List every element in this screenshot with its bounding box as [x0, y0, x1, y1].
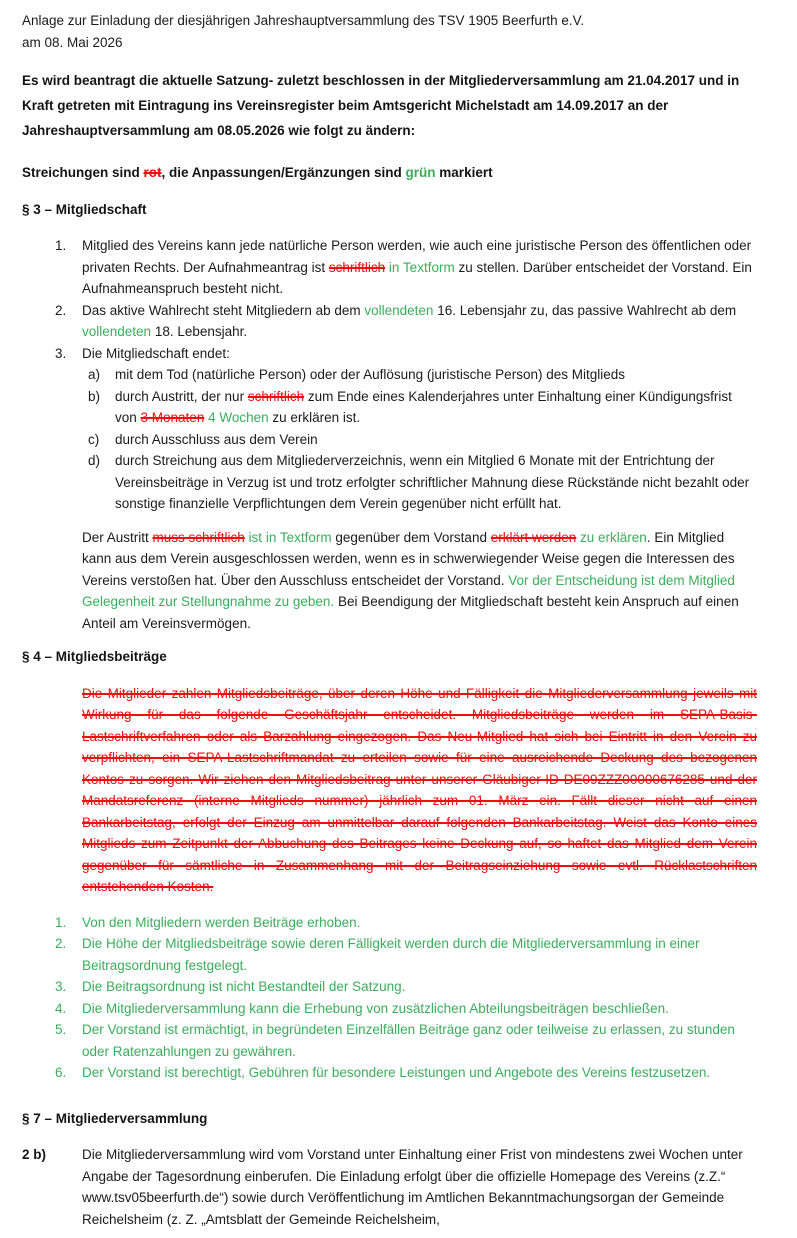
text-run: Der Vorstand ist ermächtigt, in begründeten Einzelfällen Beiträge ganz oder teilweise zu erlassen, zu stunden oder Ratenzahlungen zu gewähren. [82, 1022, 735, 1059]
deleted-text: muss schriftlich [152, 529, 245, 545]
list-item-text [82, 912, 757, 934]
list-item [22, 1062, 757, 1084]
list-item [22, 235, 757, 300]
list-item [22, 300, 757, 343]
text-run: durch Ausschluss aus dem Verein [115, 431, 318, 447]
text-run: Die Mitgliedschaft endet: [82, 345, 230, 361]
list-marker: a) [88, 367, 101, 382]
list-item [22, 998, 757, 1020]
paragraph [82, 527, 757, 635]
list-item [22, 933, 757, 976]
list-item [22, 343, 757, 365]
document-title [22, 10, 757, 54]
list-item-text [82, 1019, 757, 1062]
list-marker: 6. [55, 1065, 67, 1080]
list-item [22, 912, 757, 934]
deleted-text: erklärt werden [490, 529, 577, 545]
inserted-text: vollendeten [82, 324, 152, 339]
list-item [22, 1019, 757, 1062]
list-item-text [82, 343, 757, 365]
text-run: Die Höhe der Mitgliedsbeiträge sowie deren Fälligkeit werden durch die Mitgliederversammlung in einer Beitragsordnung festgelegt. [82, 936, 700, 973]
text-run: markiert [435, 165, 493, 180]
list-item-text [115, 429, 757, 451]
clause-text [82, 1144, 757, 1230]
title-line: am 08. Mai 2026 [22, 35, 123, 50]
text-run: Streichungen sind [22, 165, 144, 180]
inserted-text: vollendeten [364, 302, 434, 318]
deleted-text: schriftlich [247, 388, 305, 404]
inserted-text: 4 Wochen [208, 410, 269, 425]
text-run: zu erklären ist. [268, 410, 361, 425]
list-marker: 2. [55, 936, 67, 951]
text-run: . Ein Mitglied kann aus dem Verein ausgeschlossen werden, wenn es in schwerwiegender Weise gegen die Interessen des Vereins verstoßen hat. Über den Ausschluss entscheidet der Vorstand. [82, 529, 735, 588]
inserted-text: zu erklären [580, 529, 647, 545]
deleted-text: schriftlich [328, 259, 386, 275]
list-marker: 1. [55, 914, 67, 930]
list-item [22, 450, 757, 515]
text-run: Bei Beendigung der Mitgliedschaft besteht kein Anspruch auf einen Anteil am Vereinsvermögen. [82, 594, 739, 631]
list-item [22, 386, 757, 429]
text-run: gegenüber dem Vorstand [331, 529, 491, 545]
clause-label: 2 b) [22, 1147, 47, 1162]
list-marker: 4. [55, 1000, 67, 1016]
text-run: zu stellen. Darüber entscheidet der Vorstand. Ein Aufnahmeanspruch besteht nicht. [82, 259, 752, 296]
text-run: 16. Lebensjahr zu, das passive Wahlrecht ab dem [433, 302, 737, 318]
inserted-text: ist in Textform [248, 529, 332, 545]
list-marker: b) [88, 388, 101, 404]
inserted-text: in Textform [388, 259, 455, 275]
list-marker: 2. [55, 302, 67, 318]
inserted-text: Vor der Entscheidung ist dem Mitglied Gelegenheit zur Stellungnahme zu geben. [82, 572, 735, 609]
paragraph [82, 683, 757, 898]
section-heading: § 7 – Mitgliederversammlung [22, 1110, 208, 1126]
clause-paragraph [22, 1144, 757, 1230]
list-marker: c) [88, 431, 100, 447]
list-item-text [82, 998, 757, 1020]
text-run: Die Beitragsordnung ist nicht Bestandteil der Satzung. [82, 979, 406, 994]
title-line: Anlage zur Einladung der diesjährigen Jahreshauptversammlung des TSV 1905 Beerfurth e.V. [22, 13, 585, 28]
text-run: Es wird beantragt die aktuelle Satzung- zuletzt beschlossen in der Mitgliederversammlung am 21.04.2017 und in Kraft getreten mit Eintragung ins Vereinsregister beim Amtsgericht Michelstadt am 14.09.2017 an der Jahreshauptversammlung am 08.05.2026 wie folgt zu ändern: [22, 73, 740, 138]
text-run: mit dem Tod (natürliche Person) oder der Auflösung (juristische Person) des Mitglieds [115, 367, 625, 382]
list-item-text [115, 364, 757, 386]
text-run: 18. Lebensjahr. [151, 324, 248, 339]
list-marker: d) [88, 453, 101, 468]
deleted-text: rot [143, 165, 162, 180]
text-run: Das aktive Wahlrecht steht Mitgliedern ab dem [82, 302, 365, 318]
list-marker: 5. [55, 1022, 67, 1037]
list-item-text [82, 933, 757, 976]
list-marker: 3. [55, 345, 67, 361]
list-item [22, 364, 757, 386]
list-item-text [115, 386, 757, 429]
deleted-text: 3 Monaten [140, 410, 205, 425]
list-item-text [82, 1062, 757, 1084]
list-item-text [82, 976, 757, 998]
text-run: Von den Mitgliedern werden Beiträge erhoben. [82, 914, 361, 930]
text-run: Der Austritt [82, 529, 153, 545]
intro-paragraph [22, 68, 757, 143]
deleted-text: Die Mitglieder zahlen Mitgliedsbeiträge, über deren Höhe und Fälligkeit die Mitgliederversammlung jeweils mit Wirkung für das folgende Geschäftsjahr entscheidet. Mitgliedsbeiträge werden im SEPA-Basis-Lastschriftverfahren oder als Barzahlung eingezogen. Das Neu-Mitglied hat sich bei Eintritt in den Verein zu verpflichten, ein SEPA-Lastschriftmandat zu erteilen sowie für eine ausreichende Deckung des bezogenen Kontos zu sorgen. Wir ziehen den Mitgliedsbeitrag unter unserer Gläubiger-ID DE09ZZZ00000676285 und der Mandatsreferenz (interne Mitglieds nummer) jährlich zum 01. März ein. Fällt dieser nicht auf einen Bankarbeitstag, erfolgt der Einzug am unmittelbar darauf folgenden Bankarbeitstag. Weist das Konto eines Mitglieds zum Zeitpunkt der Abbuchung des Beitrages keine Deckung auf, so haftet das Mitglied dem Verein gegenüber für sämtliche in Zusammenhang mit der Beitragseinziehung sowie evtl. Rücklastschriften entstehenden Kosten. [82, 685, 757, 894]
list-item-text [115, 450, 757, 515]
text-run: durch Streichung aus dem Mitgliederverzeichnis, wenn ein Mitglied 6 Monate mit der Entrichtung der Vereinsbeiträge in Verzug ist und trotz erfolgter schriftlicher Mahnung diese Rückstände nicht bezahlt oder sonstige finanzielle Verpflichtungen dem Verein gegenüber nicht erfüllt hat. [115, 453, 750, 511]
text-run: zum Ende eines Kalenderjahres unter Einhaltung einer Kündigungsfrist von [115, 388, 732, 425]
text-run: Die Mitgliederversammlung wird vom Vorstand unter Einhaltung einer Frist von mindestens zwei Wochen unter Angabe der Tagesordnung einberufen. Die Einladung erfolgt über die offizielle Homepage des Vereins (z.Z.“ www.tsv05beerfurth.de“) sowie durch Veröffentlichung im Amtlichen Bekanntmachungsorgan der Gemeinde Reichelsheim (z. Z. „Amtsblatt der Gemeinde Reichelsheim, [82, 1147, 743, 1227]
inserted-text: grün [405, 165, 436, 180]
text-run: , die Anpassungen/Ergänzungen sind [161, 165, 406, 180]
text-run: Mitglied des Vereins kann jede natürliche Person werden, wie auch eine juristische Person des öffentlichen oder privaten Rechts. Der Aufnahmeantrag ist [82, 238, 752, 275]
legend-paragraph [22, 162, 757, 184]
list-item-text [82, 300, 757, 343]
list-marker: 1. [55, 238, 67, 253]
list-item [22, 976, 757, 998]
text-run: durch Austritt, der nur [115, 388, 248, 404]
text-run: Die Mitgliederversammlung kann die Erhebung von zusätzlichen Abteilungsbeiträgen beschließen. [82, 1000, 669, 1016]
text-run: Der Vorstand ist berechtigt, Gebühren für besondere Leistungen und Angebote des Vereins festzusetzen. [82, 1065, 711, 1080]
list-item [22, 429, 757, 451]
list-item-text [82, 235, 757, 300]
list-marker: 3. [55, 979, 67, 994]
section-heading: § 4 – Mitgliedsbeiträge [22, 649, 167, 664]
section-heading: § 3 – Mitgliedschaft [22, 201, 147, 217]
